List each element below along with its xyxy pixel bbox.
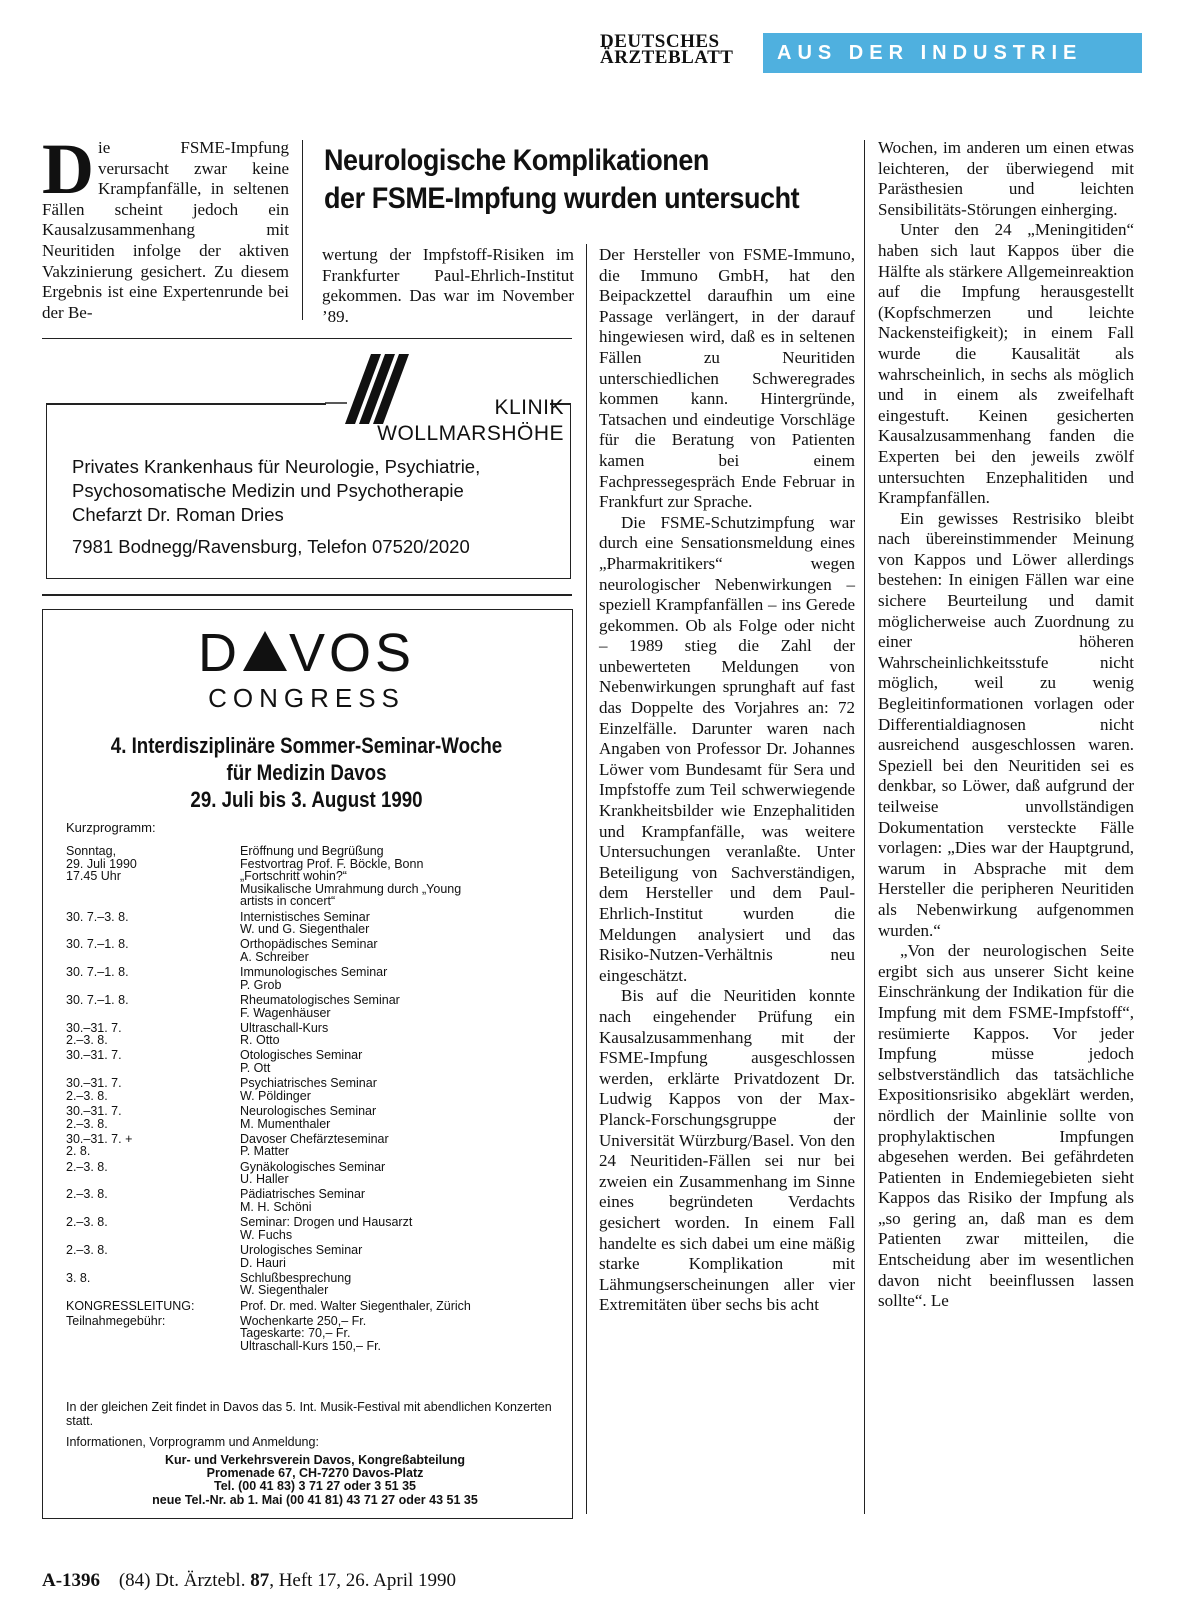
schedule-description: Ultraschall-Kurs R. Otto bbox=[240, 1020, 329, 1048]
schedule-date: 30. 7.–3. 8. bbox=[66, 909, 129, 924]
paragraph: Unter den 24 „Meningitiden“ haben sich laut Kappos über die Hälfte als stärkere Allgemeinreaktion auf die Impfung herausgestellt (Kopfschmerzen und leichte Nackensteifigkeit); in einem Fall wurde die Kausalität als wahrscheinlich, in sechs als möglich und in einem als zweifelhaft eingestuft. Keinen gesicherten Kausalzusammenhang fanden die Experten bei den jeweils zwölf untersuchten Enzephalitiden und Krampfanfällen. bbox=[878, 220, 1134, 508]
column-divider-2 bbox=[864, 140, 865, 1514]
schedule-description: Psychiatrisches Seminar W. Pöldinger bbox=[240, 1076, 377, 1103]
klinik-name bbox=[340, 395, 564, 447]
schedule-date: 30.–31. 7. 2.–3. 8. bbox=[66, 1104, 122, 1131]
logo-line-1: DEUTSCHES bbox=[600, 31, 720, 52]
schedule-row bbox=[66, 1272, 556, 1297]
schedule-date: Sonntag, 29. Juli 1990 17.45 Uhr bbox=[66, 844, 137, 884]
klinik-body bbox=[72, 455, 562, 559]
schedule-date: 30. 7.–1. 8. bbox=[66, 937, 129, 952]
davos-title-line-1: 4. Interdisziplinäre Sommer-Seminar-Woche bbox=[110, 733, 503, 758]
contact-line-3: Tel. (00 41 83) 3 71 27 oder 3 51 35 bbox=[214, 1479, 416, 1494]
schedule-date: 2.–3. 8. bbox=[66, 1215, 108, 1230]
schedule-description: Urologisches Seminar D. Hauri bbox=[240, 1242, 363, 1270]
lead-divider bbox=[302, 140, 303, 320]
klinik-line-3: Chefarzt Dr. Roman Dries bbox=[72, 504, 284, 525]
klinik-line-1: Privates Krankenhaus für Neurologie, Psychiatrie, bbox=[72, 456, 481, 477]
davos-schedule bbox=[66, 845, 556, 1355]
schedule-row bbox=[66, 845, 556, 908]
davos-title-line-2: für Medizin Davos bbox=[226, 760, 387, 785]
schedule-row bbox=[66, 1077, 556, 1102]
lead-bottom-rule bbox=[42, 338, 572, 339]
logo-line-2: ÄRZTEBLATT bbox=[600, 47, 734, 68]
schedule-date: 30. 7.–1. 8. bbox=[66, 992, 129, 1007]
triangle-icon bbox=[243, 631, 287, 671]
paragraph: „Von der neurologischen Seite ergibt sich aus unserer Sicht keine Einschränkung der Indikation für die Impfung mit dem FSME-Impfstoff“, resümierte Kappos. Vor jeder Impfung müsse jedoch selbstverständlich das tatsächliche Expositionsrisiko abgeklärt werden, nördlich der Mainlinie sollte von prophylaktischen Impfungen abgesehen werden. Bei gefährdeten Patienten in Endemiegebieten sieht Kappos das Risiko der Impfung als „so gering an, daß man es dem Patienten zwar mitteilen, die Entscheidung aber im wesentlichen davon nicht beeinflussen lassen sollte“. Le bbox=[878, 941, 1134, 1311]
journal-reference: (84) Dt. Ärztebl. bbox=[118, 1570, 246, 1591]
klinik-name-line-1: KLINIK bbox=[494, 396, 564, 419]
logo-subtitle: CONGRESS bbox=[208, 683, 405, 713]
schedule-row bbox=[66, 994, 556, 1019]
schedule-date: 30.–31. 7. 2.–3. 8. bbox=[66, 1020, 122, 1048]
schedule-description: Neurologisches Seminar M. Mumenthaler bbox=[240, 1104, 377, 1131]
contact-line-1: Kur- und Verkehrsverein Davos, Kongreßabteilung bbox=[164, 1453, 466, 1467]
schedule-description: Otologisches Seminar P. Ott bbox=[240, 1048, 363, 1076]
contact-line-4: neue Tel.-Nr. ab 1. Mai (00 41 81) 43 71 27 oder 43 51 35 bbox=[152, 1492, 478, 1507]
schedule-description: Internistisches Seminar W. und G. Siegenthaler bbox=[240, 909, 370, 937]
schedule-date: Teilnahmegebühr: bbox=[66, 1313, 166, 1328]
paragraph: Die FSME-Schutzimpfung war durch eine Sensationsmeldung eines „Pharmakritikers“ wegen neurologischer Nebenwirkungen – speziell Krampfanfällen – ins Gerede gekommen. Ob als Folge oder nicht – 1989 stieg die Zahl der unbewerteten Meldungen von Nebenwirkungen sprunghaft auf fast das Doppelte des Vorjahres an: 72 Einzelfälle. Darunter waren nach Angaben von Professor Dr. Johannes Löwer vom Bundesamt für Sera und Impfstoffe zum Teil schwerwiegende Krankheitsbilder wie Enzephalitiden und Krampfanfälle, was weitere Untersuchungen veranlaßte. Unter Beteiligung von Sachverständigen, dem Hersteller und dem Paul-Ehrlich-Institut wurden die Meldungen analysiert und das Risiko-Nutzen-Verhältnis neu eingeschätzt. bbox=[599, 512, 855, 985]
schedule-description: Gynäkologisches Seminar U. Haller bbox=[240, 1159, 386, 1187]
schedule-date: 30.–31. 7. 2.–3. 8. bbox=[66, 1076, 122, 1103]
schedule-description: Eröffnung und Begrüßung Festvortrag Prof. F. Böckle, Bonn „Fortschritt wohin?“ Musikalische Umrahmung durch „Young artists in concert“ bbox=[240, 844, 462, 909]
schedule-description: Orthopädisches Seminar A. Schreiber bbox=[240, 937, 378, 964]
schedule-row bbox=[66, 1105, 556, 1130]
schedule-row bbox=[66, 1049, 556, 1074]
schedule-date: 2.–3. 8. bbox=[66, 1159, 108, 1174]
schedule-description: Rheumatologisches Seminar F. Wagenhäuser bbox=[240, 992, 400, 1020]
issue-date: , Heft 17, 26. April 1990 bbox=[269, 1570, 457, 1591]
schedule-date: 3. 8. bbox=[66, 1270, 91, 1285]
klinik-name-line-2: WOLLMARSHÖHE bbox=[377, 422, 564, 445]
drop-cap: D bbox=[42, 129, 94, 209]
klinik-address: 7981 Bodnegg/Ravensburg, Telefon 07520/2020 bbox=[72, 536, 470, 557]
davos-title-line-3: 29. Juli bis 3. August 1990 bbox=[190, 787, 423, 812]
klinik-line-2: Psychosomatische Medizin und Psychotherapie bbox=[72, 480, 464, 501]
schedule-row bbox=[66, 1300, 556, 1313]
article-column-3 bbox=[878, 138, 1134, 1312]
ad-separator bbox=[42, 594, 572, 596]
paragraph: Bis auf die Neuritiden konnte nach eingehender Prüfung ein Kausalzusammenhang mit der FSME-Impfung ausgeschlossen werden, erklärte Privatdozent Dr. Ludwig Kappos von der Max-Planck-Forschungsgruppe der Universität Würzburg/Basel. Von den 24 Neuritiden-Fällen sei nur bei zweien ein Zusammenhang im Sinne eines begründeten Verdachts gesichert worden. In einem Fall handelte es sich dabei um eine mäßig starke Komplikation mit Lähmungserscheinungen aller vier Extremitäten über sechs bis acht bbox=[599, 986, 855, 1315]
headline-line-1: Neurologische Komplikationen bbox=[324, 144, 709, 177]
schedule-description: Wochenkarte 250,– Fr. Tageskarte: 70,– Fr. Ultraschall-Kurs 150,– Fr. bbox=[240, 1313, 382, 1353]
schedule-row bbox=[66, 1188, 556, 1213]
lead-cont-text: wertung der Impfstoff-Risiken im Frankfurter Paul-Ehrlich-Institut gekommen. Das war im November ’89. bbox=[322, 245, 574, 326]
lead-paragraph bbox=[42, 129, 289, 323]
schedule-description: Immunologisches Seminar P. Grob bbox=[240, 965, 388, 992]
schedule-row bbox=[66, 1133, 556, 1158]
volume-number: 87 bbox=[250, 1570, 270, 1591]
davos-note: In der gleichen Zeit findet in Davos das 5. Int. Musik-Festival mit abendlichen Konzerten statt. bbox=[66, 1400, 552, 1428]
paragraph: Der Hersteller von FSME-Immuno, die Immuno GmbH, hat den Beipackzettel daraufhin um eine Passage verlängert, in der darauf hingewiesen wird, daß es in seltenen Fällen zu Neuritiden unterschiedlichen Schweregrades kommen kann. Hintergründe, Tatsachen und eindeutige Vorschläge für die Beratung von Patienten kamen bei einem Fachpressegespräch Ende Februar in Frankfurt zur Sprache. bbox=[599, 245, 855, 512]
page-number: A-1396 bbox=[42, 1570, 101, 1591]
schedule-row bbox=[66, 938, 556, 963]
davos-info: Informationen, Vorprogramm und Anmeldung: bbox=[66, 1435, 319, 1449]
schedule-date: 30. 7.–1. 8. bbox=[66, 965, 129, 980]
davos-title bbox=[42, 732, 571, 813]
page-footer bbox=[42, 1570, 456, 1592]
schedule-date: 30.–31. 7. bbox=[66, 1048, 122, 1063]
schedule-description: Schlußbesprechung W. Siegenthaler bbox=[240, 1270, 352, 1298]
article-headline bbox=[324, 142, 810, 218]
davos-contact bbox=[80, 1454, 550, 1507]
lead-continuation bbox=[322, 245, 574, 327]
column-divider-1 bbox=[586, 244, 587, 1514]
schedule-row bbox=[66, 1216, 556, 1241]
lead-text: ie FSME-Impfung verursacht zwar keine Krampfanfälle, in seltenen Fällen scheint jedoch ein Kausalzusammenhang mit Neuritiden infolge der aktiven Vakzinierung gesichert. Zu diesem Ergebnis ist eine Expertenrunde bei der Be- bbox=[42, 138, 289, 322]
klinik-topline-left bbox=[46, 403, 326, 405]
schedule-description: Davoser Chefärzteseminar P. Matter bbox=[240, 1131, 389, 1159]
logo-letters-vos: VOS bbox=[288, 623, 416, 683]
contact-line-2: Promenade 67, CH-7270 Davos-Platz bbox=[206, 1466, 424, 1481]
schedule-date: 2.–3. 8. bbox=[66, 1242, 108, 1257]
schedule-date: 30.–31. 7. + 2. 8. bbox=[66, 1131, 133, 1159]
schedule-row bbox=[66, 1315, 556, 1353]
paragraph: Ein gewisses Restrisiko bleibt nach übereinstimmender Meinung von Kappos und Löwer allerdings bestehen: In einigen Fällen war eine sichere Beurteilung und damit möglicherweise auch Zuordnung zu einer höheren Wahrscheinlichkeitsstufe nicht möglich, weil zu wenig Begleitinformationen vorlagen oder Differentialdiagnosen nicht ausreichend ausgeschlossen waren. Speziell bei den Neuritiden sei es denkbar, so Löwer, daß aufgrund der teilweise unvollständigen Dokumentation versteckte Fälle vorlagen: „Dies war der Hauptgrund, warum in Absprache mit dem Hersteller die peripheren Neuritiden als Nebenwirkung aufgenommen wurden.“ bbox=[878, 508, 1134, 940]
section-banner: AUS DER INDUSTRIE bbox=[763, 33, 1142, 73]
headline-line-2: der FSME-Impfung wurden untersucht bbox=[324, 182, 800, 215]
article-column-2 bbox=[599, 245, 855, 1316]
logo-letter-d: D bbox=[197, 623, 241, 683]
paragraph: Wochen, im anderen um einen etwas leichteren, der überwiegend mit Parästhesien und leichten Sensibilitäts-Störungen einherging. bbox=[878, 138, 1134, 219]
schedule-description: Seminar: Drogen und Hausarzt W. Fuchs bbox=[240, 1215, 413, 1242]
davos-logo bbox=[42, 625, 571, 714]
schedule-row bbox=[66, 911, 556, 936]
schedule-row bbox=[66, 1022, 556, 1047]
schedule-row bbox=[66, 1161, 556, 1186]
davos-kurzprogramm: Kurzprogramm: bbox=[66, 820, 156, 835]
journal-logo bbox=[600, 31, 750, 68]
schedule-row bbox=[66, 1244, 556, 1269]
schedule-date: KONGRESSLEITUNG: bbox=[66, 1298, 195, 1313]
schedule-row bbox=[66, 966, 556, 991]
schedule-date: 2.–3. 8. bbox=[66, 1187, 108, 1202]
schedule-description: Pädiatrisches Seminar M. H. Schöni bbox=[240, 1187, 366, 1214]
schedule-description: Prof. Dr. med. Walter Siegenthaler, Zürich bbox=[240, 1298, 471, 1313]
